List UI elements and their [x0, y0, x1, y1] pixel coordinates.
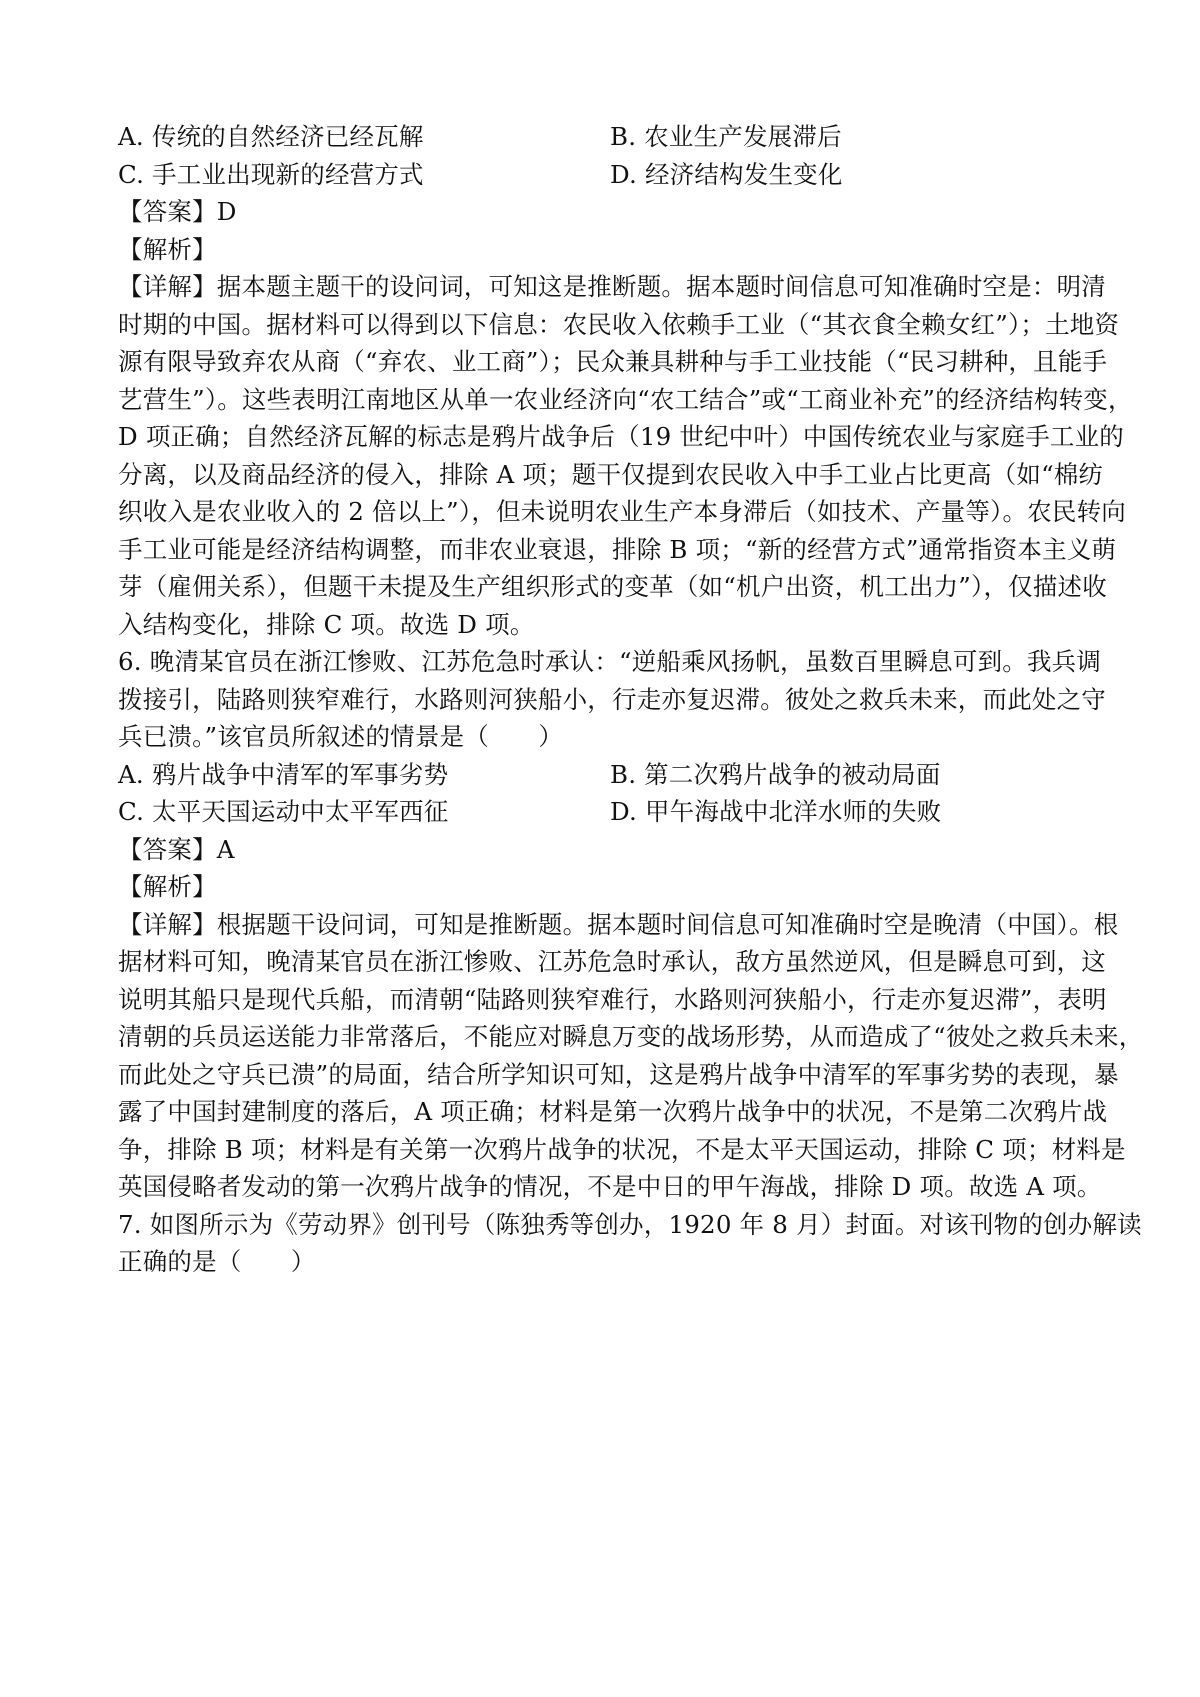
q6-detail-line: 【详解】根据题干设问词，可知是推断题。据本题时间信息可知准确时空是晚清（中国）。根 — [118, 909, 1119, 939]
q6-detail-line: 说明其船只是现代兵船，而清朝“陆路则狭窄难行，水路则河狭船小，行走亦复迟滞”，表明 — [118, 984, 1107, 1014]
q5-detail-line: 【详解】据本题主题干的设问词，可知这是推断题。据本题时间信息可知准确时空是：明清 — [118, 272, 1106, 301]
q5-answer: 【答案】D — [118, 197, 237, 226]
q5-detail-line: 分离，以及商品经济的侵入，排除 A 项；题干仅提到农民收入中手工业占比更高（如“棉纺 — [118, 459, 1104, 489]
q6-stem-line: 拨接引，陆路则狭窄难行，水路则河狭船小，行走亦复迟滞。彼处之救兵未来，而此处之守 — [118, 684, 1106, 714]
q6-option-b[interactable]: B. 第二次鸦片战争的被动局面 — [610, 759, 941, 789]
q7-stem — [118, 1206, 1142, 1281]
q6-analysis-label: 【解析】 — [118, 872, 217, 901]
q5-detail-line: 时期的中国。据材料可以得到以下信息：农民收入依赖手工业（“其衣食全赖女红”）；土地资 — [118, 309, 1120, 339]
q6-detail-line: 清朝的兵员运送能力非常落后，不能应对瞬息万变的战场形势，从而造成了“彼处之救兵未来， — [118, 1022, 1144, 1051]
q5-detail-line: 入结构变化，排除 C 项。故选 D 项。 — [118, 609, 535, 639]
q5-detail — [118, 268, 1133, 643]
q5-detail-line: 芽（雇佣关系），但题干未提及生产组织形式的变革（如“机户出资，机工出力”），仅描述收 — [118, 572, 1107, 601]
q5-option-d[interactable]: D. 经济结构发生变化 — [610, 159, 843, 189]
q6-options-row-1 — [118, 756, 1098, 794]
q6-stem — [118, 643, 1106, 756]
q5-option-b[interactable]: B. 农业生产发展滞后 — [610, 122, 842, 151]
q5-detail-line: 源有限导致弃农从商（“弃农、业工商”）；民众兼具耕种与手工业技能（“民习耕种，且能手 — [118, 347, 1108, 376]
q5-detail-line: 手工业可能是经济结构调整，而非农业衰退，排除 B 项；“新的经营方式”通常指资本主义萌 — [118, 534, 1117, 564]
q6-detail-line: 据材料可知，晚清某官员在浙江惨败、江苏危急时承认，敌方虽然逆风，但是瞬息可到，这 — [118, 947, 1106, 976]
q6-detail-line: 英国侵略者发动的第一次鸦片战争的情况，不是中日的甲午海战，排除 D 项。故选 A 项。 — [118, 1172, 1102, 1201]
q6-detail — [118, 906, 1144, 1206]
q5-analysis-label: 【解析】 — [118, 234, 217, 264]
q5-detail-line: D 项正确；自然经济瓦解的标志是鸦片战争后（19 世纪中叶）中国传统农业与家庭手工业的 — [118, 422, 1124, 451]
q6-stem-line: 6. 晚清某官员在浙江惨败、江苏危急时承认：“逆船乘风扬帆，虽数百里瞬息可到。我兵调 — [118, 647, 1102, 676]
q5-detail-line: 织收入是农业收入的 2 倍以上”），但未说明农业生产本身滞后（如技术、产量等）。农民转向 — [118, 497, 1126, 526]
q6-option-c[interactable]: C. 太平天国运动中太平军西征 — [118, 797, 449, 826]
q5-option-a[interactable]: A. 传统的自然经济已经瓦解 — [118, 122, 424, 151]
q6-option-a[interactable]: A. 鸦片战争中清军的军事劣势 — [118, 759, 449, 789]
q7-stem-line: 正确的是（ ） — [118, 1247, 316, 1276]
q7-stem-line: 7. 如图所示为《劳动界》创刊号（陈独秀等创办，1920 年 8 月）封面。对该刊物的创办解读 — [118, 1209, 1142, 1239]
q5-options-row-2 — [118, 156, 1098, 194]
q5-detail-line: 艺营生”）。这些表明江南地区从单一农业经济向“农工结合”或“工商业补充”的经济结构转变， — [118, 384, 1133, 414]
q6-detail-line: 争，排除 B 项；材料是有关第一次鸦片战争的状况，不是太平天国运动，排除 C 项；材料是 — [118, 1134, 1126, 1164]
document-page — [118, 118, 1144, 1281]
q6-detail-line: 露了中国封建制度的落后，A 项正确；材料是第一次鸦片战争中的状况，不是第二次鸦片战 — [118, 1097, 1108, 1126]
q5-options-row-1 — [118, 118, 1098, 156]
q6-answer: 【答案】A — [118, 834, 235, 864]
q6-stem-line: 兵已溃。”该官员所叙述的情景是（ ） — [118, 722, 564, 751]
q6-detail-line: 而此处之守兵已溃”的局面，结合所学知识可知，这是鸦片战争中清军的军事劣势的表现，暴 — [118, 1059, 1119, 1089]
q6-options-row-2 — [118, 793, 1098, 831]
q6-option-d[interactable]: D. 甲午海战中北洋水师的失败 — [610, 797, 942, 826]
q5-option-c[interactable]: C. 手工业出现新的经营方式 — [118, 159, 424, 189]
